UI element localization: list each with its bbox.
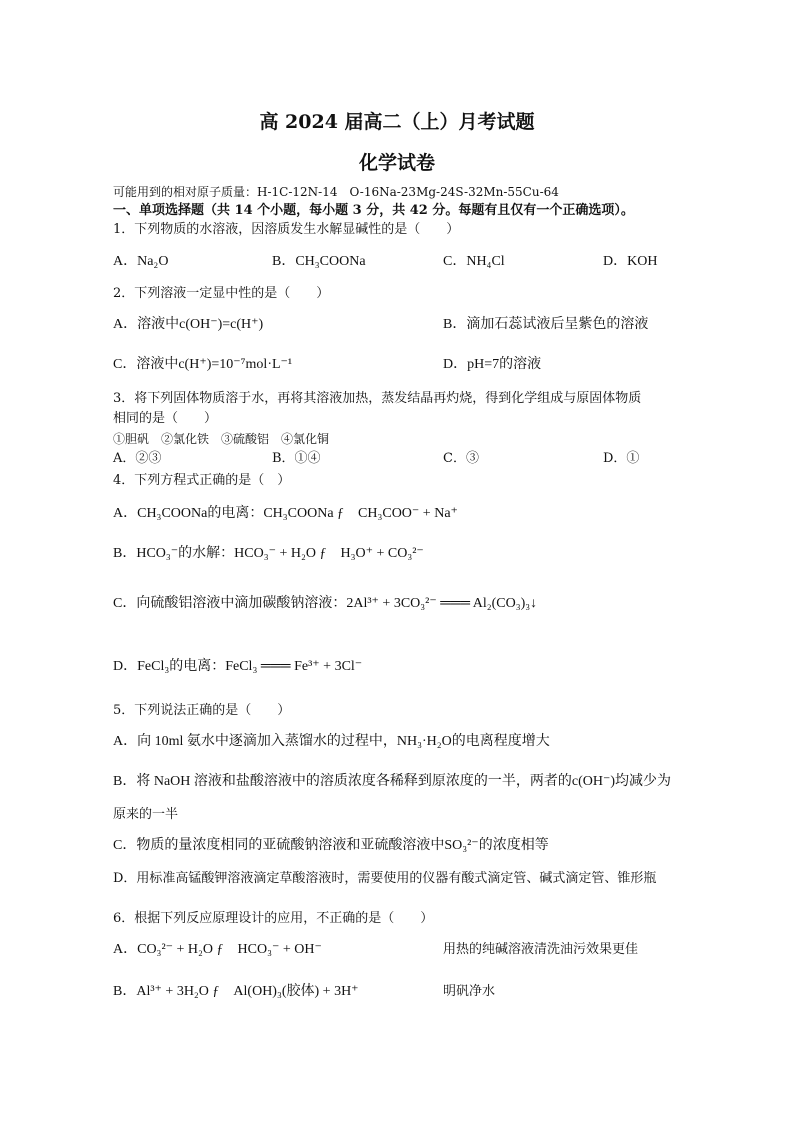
section-heading: 一、单项选择题（共 14 个小题，每小题 3 分，共 42 分。每题有且仅有一个正确选项）。 [113,203,634,218]
q3-option-a: A．②③ [113,451,162,466]
q6-option-b-equation: B．Al³⁺ + 3H₂O ƒ Al(OH)₃(胶体) + 3H⁺ [113,984,359,999]
q2-option-b: B．滴加石蕊试液后呈紫色的溶液 [443,317,649,332]
q3-option-c: C．③ [443,451,479,466]
question-3-stem-line2: 相同的是（ ） [113,411,218,426]
q5-option-a: A．向 10ml 氨水中逐滴加入蒸馏水的过程中，NH₃·H₂O的电离程度增大 [113,734,550,749]
question-6-stem: 6．根据下列反应原理设计的应用，不正确的是（ ） [113,911,434,926]
q2-option-a: A．溶液中c(OH⁻)=c(H⁺) [113,317,264,332]
question-4-stem: 4．下列方程式正确的是（ ） [113,473,291,488]
q4-option-b: B．HCO₃⁻的水解：HCO₃⁻ + H₂O ƒ H₃O⁺ + CO₃²⁻ [113,546,424,561]
exam-title: 高 2024 届高二（上）月考试题 [259,111,535,133]
q4-option-c: C．向硫酸铝溶液中滴加碳酸钠溶液：2Al³⁺ + 3CO₃²⁻ ═══ Al₂(CO₃)₃↓ [113,596,538,611]
question-1-stem: 1．下列物质的水溶液，因溶质发生水解显碱性的是（ ） [113,222,460,237]
q1-option-c: C．NH₄Cl [443,254,505,269]
q6-option-a-equation: A．CO₃²⁻ + H₂O ƒ HCO₃⁻ + OH⁻ [113,942,322,957]
q6-option-b-application: 明矾净水 [443,984,496,999]
question-2-stem: 2．下列溶液一定显中性的是（ ） [113,286,330,301]
q6-option-a-application: 用热的纯碱溶液清洗油污效果更佳 [443,942,639,957]
q1-option-d: D．KOH [603,254,658,269]
atomic-masses: 可能用到的相对原子质量：H-1C-12N-14 O-16Na-23Mg-24S-32Mn-55Cu-64 [113,185,559,199]
q3-option-b: B．①④ [272,451,321,466]
q3-option-d: D．① [603,451,640,466]
question-5-stem: 5．下列说法正确的是（ ） [113,703,291,718]
q1-option-b: B．CH₃COONa [272,254,366,269]
q4-option-d: D．FeCl₃的电离：FeCl₃ ═══ Fe³⁺ + 3Cl⁻ [113,659,363,674]
question-3-items: ①胆矾 ②氯化铁 ③硫酸铝 ④氯化铜 [113,432,330,446]
q5-option-d: D．用标准高锰酸钾溶液滴定草酸溶液时，需要使用的仪器有酸式滴定管、碱式滴定管、锥形瓶 [113,871,657,886]
q5-option-b-line1: B．将 NaOH 溶液和盐酸溶液中的溶质浓度各稀释到原浓度的一半，两者的c(OH⁻)均减少为 [113,774,672,789]
q5-option-c: C．物质的量浓度相同的亚硫酸钠溶液和亚硫酸溶液中SO₃²⁻的浓度相等 [113,838,549,853]
q4-option-a: A．CH₃COONa的电离：CH₃COONa ƒ CH₃COO⁻ + Na⁺ [113,506,458,521]
q5-option-b-line2: 原来的一半 [113,807,179,822]
question-3-stem-line1: 3．将下列固体物质溶于水，再将其溶液加热，蒸发结晶再灼烧，得到化学组成与原固体物质 [113,391,642,406]
q2-option-d: D．pH=7的溶液 [443,357,542,372]
q2-option-c: C．溶液中c(H⁺)=10⁻⁷mol·L⁻¹ [113,357,293,372]
exam-subtitle: 化学试卷 [358,152,435,174]
q1-option-a: A．Na₂O [113,254,169,269]
